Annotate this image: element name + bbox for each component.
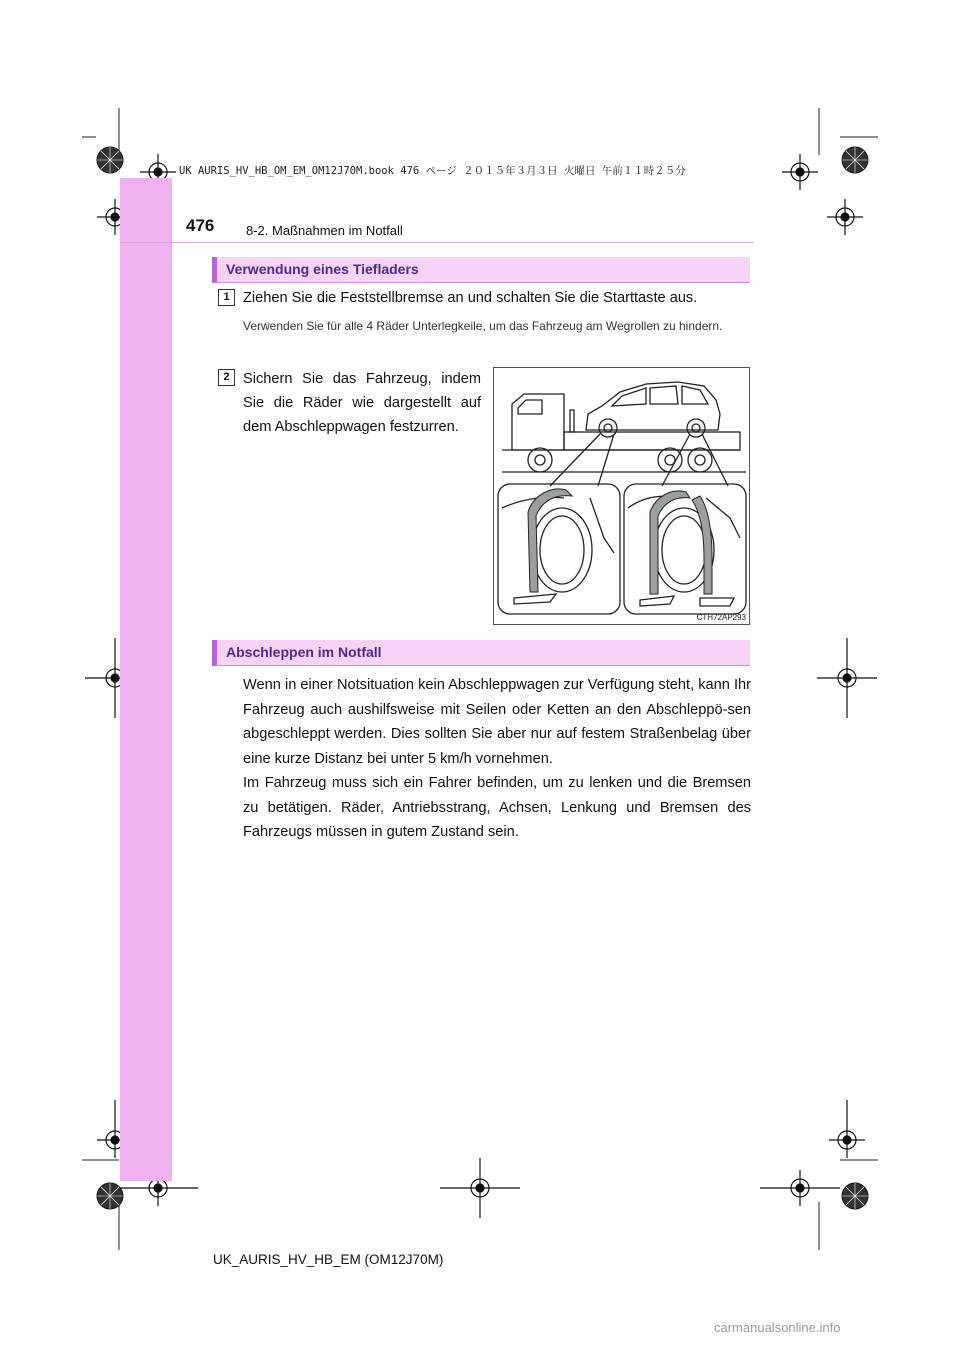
section-title: Verwendung eines Tiefladers bbox=[226, 261, 419, 277]
footer-code: UK_AURIS_HV_HB_EM (OM12J70M) bbox=[213, 1252, 444, 1267]
chapter-sidebar bbox=[120, 178, 172, 1181]
page-number: 476 bbox=[186, 216, 215, 235]
step-1-note: Verwenden Sie für alle 4 Räder Unterlegkeile, um das Fahrzeug am Wegrollen zu hindern. bbox=[243, 319, 723, 333]
watermark: carmanualsonline.info bbox=[714, 1320, 841, 1335]
section-title: Abschleppen im Notfall bbox=[226, 644, 382, 660]
notfall-paragraph-2: Im Fahrzeug muss sich ein Fahrer befinden, um zu lenken und die Bremsen zu betätigen. Räder, Antriebsstrang, Achsen, Lenkung und Bremsen des Fahrzeugs müssen in gutem Zustand sein. bbox=[243, 775, 751, 840]
figure-code: CTH72AP293 bbox=[696, 613, 746, 622]
step-1-text: Ziehen Sie die Feststellbremse an und schalten Sie die Starttaste aus. bbox=[243, 290, 698, 306]
step-number-1: 1 bbox=[218, 289, 235, 306]
tow-truck-drawing bbox=[494, 368, 749, 624]
step-number-2: 2 bbox=[218, 369, 235, 386]
header-rule bbox=[120, 242, 754, 243]
print-info: UK AURIS_HV_HB_OM_EM_OM12J70M.book 476 ページ ２０１５年３月３日 火曜日 午前１１時２５分 bbox=[179, 165, 686, 177]
notfall-paragraph-1: Wenn in einer Notsituation kein Abschleppwagen zur Verfügung steht, kann Ihr Fahrzeug auch aushilfsweise mit Seilen oder Ketten an den Abschleppö-sen abgeschleppt werden. Dies sollten Sie aber nur auf festem Straßenbelag über eine kurze Distanz bei unter 5 km/h vornehmen. bbox=[243, 677, 751, 767]
step-2-text: Sichern Sie das Fahrzeug, indem Sie die Räder wie dargestellt auf dem Abschleppwagen festzurren. bbox=[243, 371, 481, 435]
tow-truck-illustration bbox=[493, 367, 750, 625]
section-bar-notfall bbox=[212, 640, 750, 666]
section-heading: 8-2. Maßnahmen im Notfall bbox=[246, 223, 403, 238]
section-bar-tieflader bbox=[212, 257, 750, 283]
